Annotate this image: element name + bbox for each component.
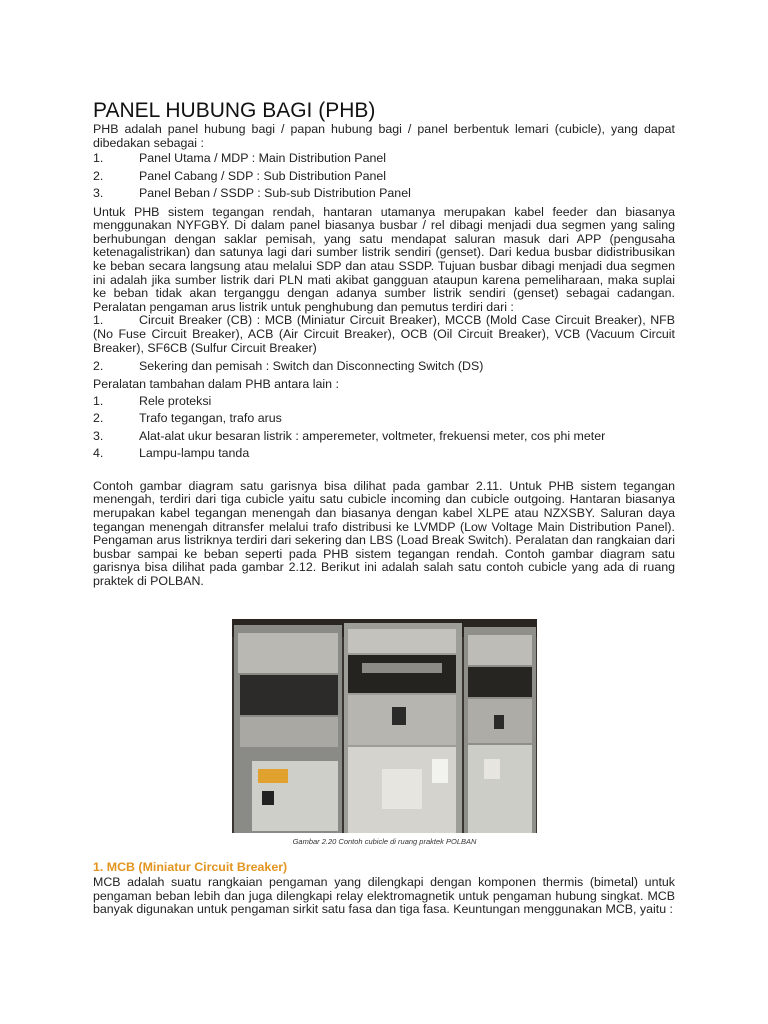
- low-voltage-paragraph: Untuk PHB sistem tegangan rendah, hantaran utamanya merupakan kabel feeder dan biasanya menggunakan NYFGBY. Di dalam panel biasanya busbar / rel dibagi menjadi dua segmen yang saling berhubungan dengan saklar pemisah, yang satu mendapat saluran masuk dari APP (pengusaha ketenagalistrikan) dan satunya lagi dari sumber listrik sendiri (genset). Dari kedua busbar didistribusikan ke beban secara langsung atau melalui SDP dan atau SSDP. Tujuan busbar dibagi menjadi dua segmen ini adalah jika sumber listrik dari PLN mati akibat gangguan ataupun karena pemeliharaan, maka suplai ke beban tidak akan terganggu dengan adanya sumber listrik sendiri (genset) sebagai cadangan. Peralatan pengaman arus listrik untuk penghubung dan pemutus terdiri dari :: [93, 204, 675, 314]
- list-item: 2. Sekering dan pemisah : Switch dan Disconnecting Switch (DS): [93, 359, 484, 374]
- list-item: 1. Circuit Breaker (CB) : MCB (Miniatur Circuit Breaker), MCCB (Mold Case Circuit Breaker), NFB (No Fuse Circuit Breaker), ACB (Air Circuit Breaker), OCB (Oil Circuit Breaker), VCB (Vacuum Circuit Breaker), SF6CB (Sulfur Circuit Breaker): [93, 313, 675, 355]
- cubicle-photo: [232, 619, 537, 833]
- medium-voltage-paragraph: Contoh gambar diagram satu garisnya bisa dilihat pada gambar 2.11. Untuk PHB sistem tegangan menengah, terdiri dari tiga cubicle yaitu satu cubicle incoming dan cubicle outgoing. Hantaran biasanya merupakan kabel tegangan menengah dan biasanya dengan kabel XLPE atau NZXSBY. Saluran daya tegangan menengah ditransfer melalui trafo distribusi ke LVMDP (Low Voltage Main Distribution Panel). Pengaman arus listriknya terdiri dari sekering dan LBS (Load Break Switch). Peralatan dan rangkaian dari busbar sampai ke beban seperti pada PHB sistem tegangan rendah. Contoh gambar diagram satu garisnya bisa dilihat pada gambar 2.12. Berikut ini adalah salah satu contoh cubicle yang ada di ruang praktek di POLBAN.: [93, 478, 675, 588]
- list-item: 2. Trafo tegangan, trafo arus: [93, 411, 282, 426]
- intro-paragraph: PHB adalah panel hubung bagi / papan hubung bagi / panel berbentuk lemari (cubicle), yang dapat dibedakan sebagai :: [93, 122, 675, 150]
- cubicle-figure: [232, 619, 537, 846]
- page-title: PANEL HUBUNG BAGI (PHB): [93, 99, 376, 122]
- list-item: 1. Panel Utama / MDP : Main Distribution Panel: [93, 151, 387, 166]
- list-item: 4. Lampu-lampu tanda: [93, 446, 250, 461]
- extras-intro: Peralatan tambahan dalam PHB antara lain :: [93, 376, 339, 391]
- list-item: 2. Panel Cabang / SDP : Sub Distribution Panel: [93, 168, 387, 183]
- list-item: 1. Rele proteksi: [93, 393, 212, 408]
- list-item: 3. Alat-alat ukur besaran listrik : amperemeter, voltmeter, frekuensi meter, cos phi meter: [93, 428, 606, 443]
- figure-caption: Gambar 2.20 Contoh cubicle di ruang praktek POLBAN: [292, 837, 477, 846]
- mcb-paragraph: MCB adalah suatu rangkaian pengaman yang dilengkapi dengan komponen thermis (bimetal) untuk pengaman beban lebih dan juga dilengkapi relay elektromagnetik untuk pengaman hubung singkat. MCB banyak digunakan untuk pengaman sirkit satu fasa dan tiga fasa. Keuntungan menggunakan MCB, yaitu :: [93, 875, 675, 917]
- mcb-heading: 1. MCB (Miniatur Circuit Breaker): [93, 860, 288, 874]
- list-item: 3. Panel Beban / SSDP : Sub-sub Distribution Panel: [93, 186, 411, 201]
- main-content: [93, 99, 675, 588]
